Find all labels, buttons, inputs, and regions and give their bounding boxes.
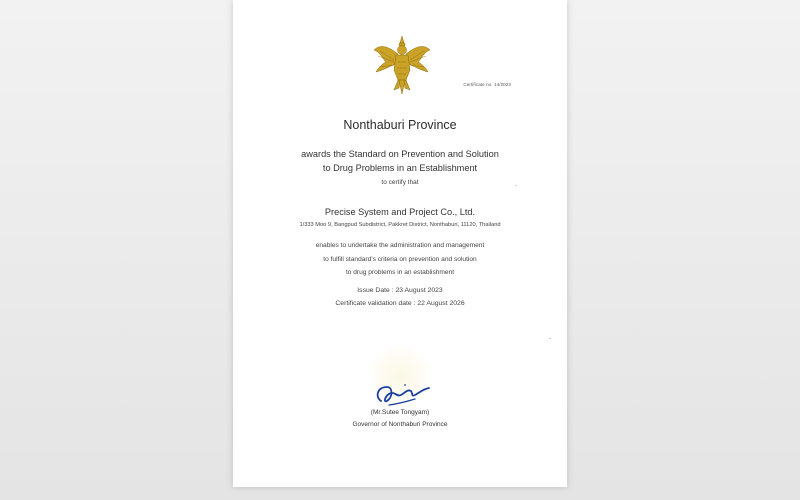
province-title: Nonthaburi Province [343,118,457,132]
company-name: Precise System and Project Co., Ltd. [324,207,476,217]
enables-text-line-2: to fulfill standard’s criteria on prevention and solution [323,256,477,263]
signer-name: (Mr.Sutee Tongyam) [370,409,430,416]
validation-date: Certificate validation date : 22 August 2026 [335,300,465,307]
award-statement-line-2: to Drug Problems in an Establishment [322,163,478,173]
enables-text-line-3: to drug problems in an establishment [345,269,455,276]
award-statement-line-1: awards the Standard on Prevention and Solution [301,149,499,159]
certificate-number: Certificate no. 14/2023 [463,82,511,87]
scan-speck [515,185,517,186]
company-address: 1/333 Moo 9, Bangpud Subdistrict, Pakkret District, Nonthaburi, 11120, Thailand [299,222,501,228]
certificate-page [233,0,567,487]
certify-text: to certify that [381,179,419,186]
issue-date: Issue Date : 23 August 2023 [357,287,443,294]
signature [371,375,433,411]
garuda-emblem-icon [372,34,432,96]
signer-title: Governor of Nonthaburi Province [352,421,448,428]
enables-text-line-1: enables to undertake the administration and management [315,242,485,249]
scan-speck [549,338,551,339]
